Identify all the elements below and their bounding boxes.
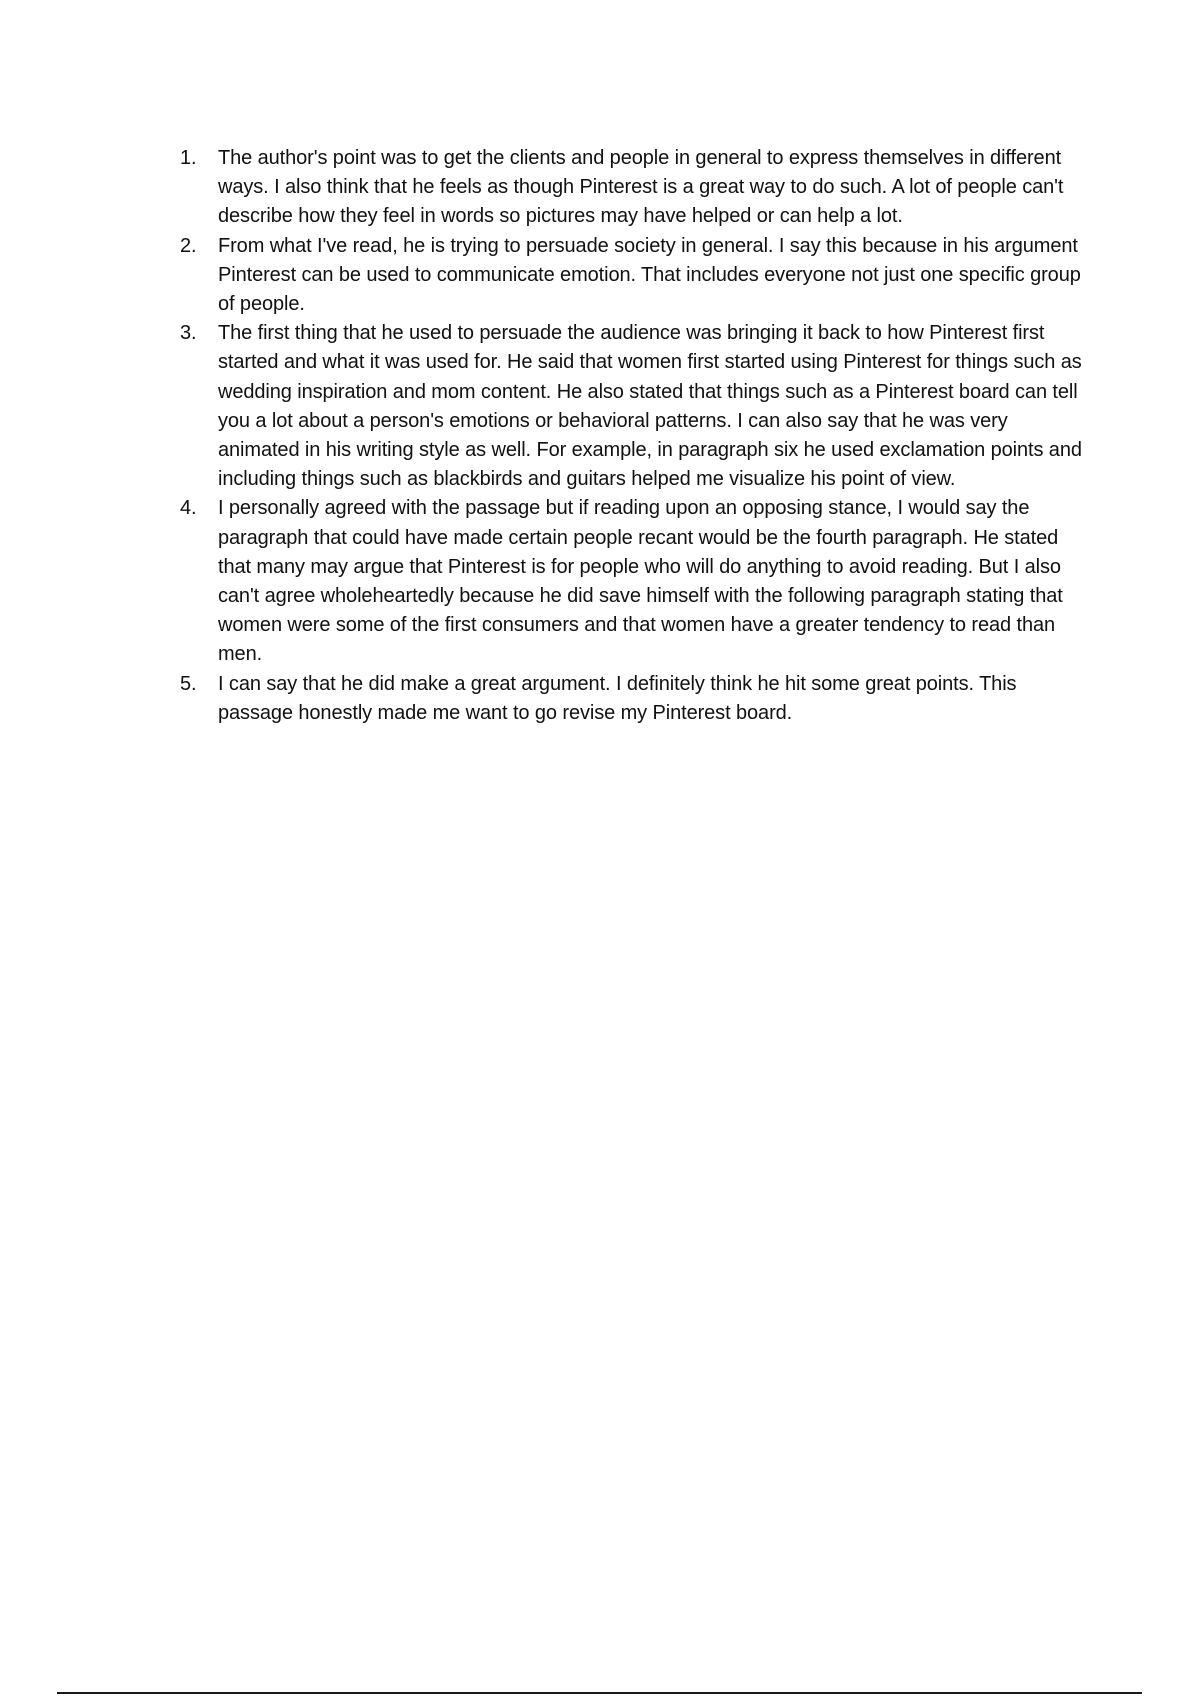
list-item-number: 5. bbox=[180, 672, 197, 695]
bottom-divider bbox=[57, 1692, 1142, 1694]
list-item bbox=[180, 319, 1085, 494]
list-item bbox=[180, 494, 1085, 669]
list-item-text: The first thing that he used to persuade the audience was bringing it back to how Pinterest first started and what it was used for. He said that women first started using Pinterest for things such as wedding inspiration and mom content. He also stated that things such as a Pinterest board can tell you a lot about a person's emotions or behavioral patterns. I can also say that he was very animated in his writing style as well. For example, in paragraph six he used exclamation points and including things such as blackbirds and guitars helped me visualize his point of view. bbox=[218, 322, 1082, 491]
list-item bbox=[180, 670, 1085, 728]
list-item bbox=[180, 144, 1085, 232]
list-item-text: The author's point was to get the clients and people in general to express themselves in different ways. I also think that he feels as though Pinterest is a great way to do such. A lot of people can't describe how they feel in words so pictures may have helped or can help a lot. bbox=[218, 147, 1064, 228]
answer-list bbox=[180, 144, 1085, 728]
list-item-number: 1. bbox=[180, 147, 197, 169]
list-item-text: I personally agreed with the passage but if reading upon an opposing stance, I would say the paragraph that could have made certain people recant would be the fourth paragraph. He stated that many may argue that Pinterest is for people who will do anything to avoid reading. But I also can't agree wholeheartedly because he did save himself with the following paragraph stating that women were some of the first consumers and that women have a greater tendency to read than men. bbox=[218, 497, 1063, 666]
list-item-number: 3. bbox=[180, 322, 197, 345]
list-item-number: 4. bbox=[180, 497, 197, 520]
list-item-text: I can say that he did make a great argument. I definitely think he hit some great points. This passage honestly made me want to go revise my Pinterest board. bbox=[218, 672, 1017, 724]
list-item-number: 2. bbox=[180, 234, 197, 257]
list-item-text: From what I've read, he is trying to persuade society in general. I say this because in his argument Pinterest can be used to communicate emotion. That includes everyone not just one specific group of people. bbox=[218, 234, 1081, 316]
list-item bbox=[180, 232, 1085, 320]
